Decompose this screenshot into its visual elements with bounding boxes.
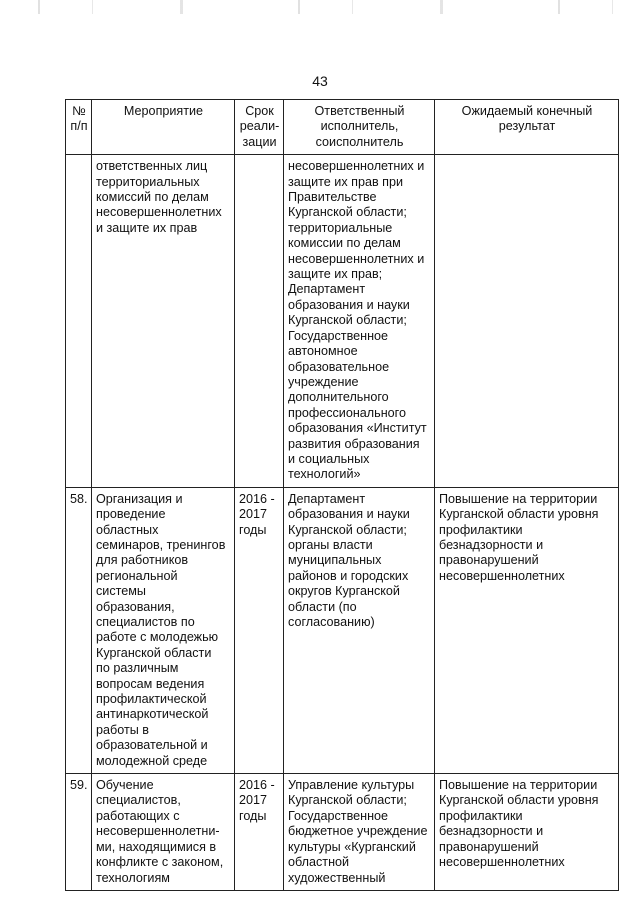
row-number: 58. bbox=[66, 487, 92, 773]
table-header-row bbox=[66, 100, 619, 155]
table-row bbox=[66, 155, 619, 488]
row-term bbox=[235, 155, 284, 488]
row-activity: Организация и проведение областных семинаров, тренингов для работников региональной системы образования, специалистов по работе с молодежью Курганской области по различным вопросам ведения профилактической антинаркотической работы в образовательной и молодежной среде bbox=[92, 487, 235, 773]
row-executor: несовершеннолетних и защите их прав при Правительстве Курганской области; территориальные комиссии по делам несовершеннолетних и защите их прав; Департамент образования и науки Курганской области; Государственное автономное образовательное учреждение дополнительного профессионального образования «Институт развития образования и социальных технологий» bbox=[284, 155, 435, 488]
row-executor: Управление культуры Курганской области; Государственное бюджетное учреждение культуры «Курганский областной художественный bbox=[284, 774, 435, 891]
table-row bbox=[66, 487, 619, 773]
header-term: Срок реали- зации bbox=[235, 100, 284, 155]
scan-artifact-strip bbox=[0, 0, 640, 14]
header-number: № п/п bbox=[66, 100, 92, 155]
header-executor: Ответственный исполнитель, соисполнитель bbox=[284, 100, 435, 155]
table-row bbox=[66, 774, 619, 891]
row-activity: Обучение специалистов, работающих с несовершеннолетни- ми, находящимися в конфликте с законом, технологиям bbox=[92, 774, 235, 891]
row-term: 2016 - 2017 годы bbox=[235, 487, 284, 773]
page-number: 43 bbox=[312, 73, 328, 89]
row-number bbox=[66, 155, 92, 488]
header-result: Ожидаемый конечный результат bbox=[435, 100, 619, 155]
row-term: 2016 - 2017 годы bbox=[235, 774, 284, 891]
row-number: 59. bbox=[66, 774, 92, 891]
row-result: Повышение на территории Курганской области уровня профилактики безнадзорности и правонарушений несовершеннолетних bbox=[435, 774, 619, 891]
header-activity: Мероприятие bbox=[92, 100, 235, 155]
row-activity: ответственных лиц территориальных комиссий по делам несовершеннолетних и защите их прав bbox=[92, 155, 235, 488]
measures-table bbox=[65, 99, 619, 891]
row-result: Повышение на территории Курганской области уровня профилактики безнадзорности и правонарушений несовершеннолетних bbox=[435, 487, 619, 773]
row-result bbox=[435, 155, 619, 488]
row-executor: Департамент образования и науки Курганской области; органы власти муниципальных районов и городских округов Курганской области (по согласованию) bbox=[284, 487, 435, 773]
